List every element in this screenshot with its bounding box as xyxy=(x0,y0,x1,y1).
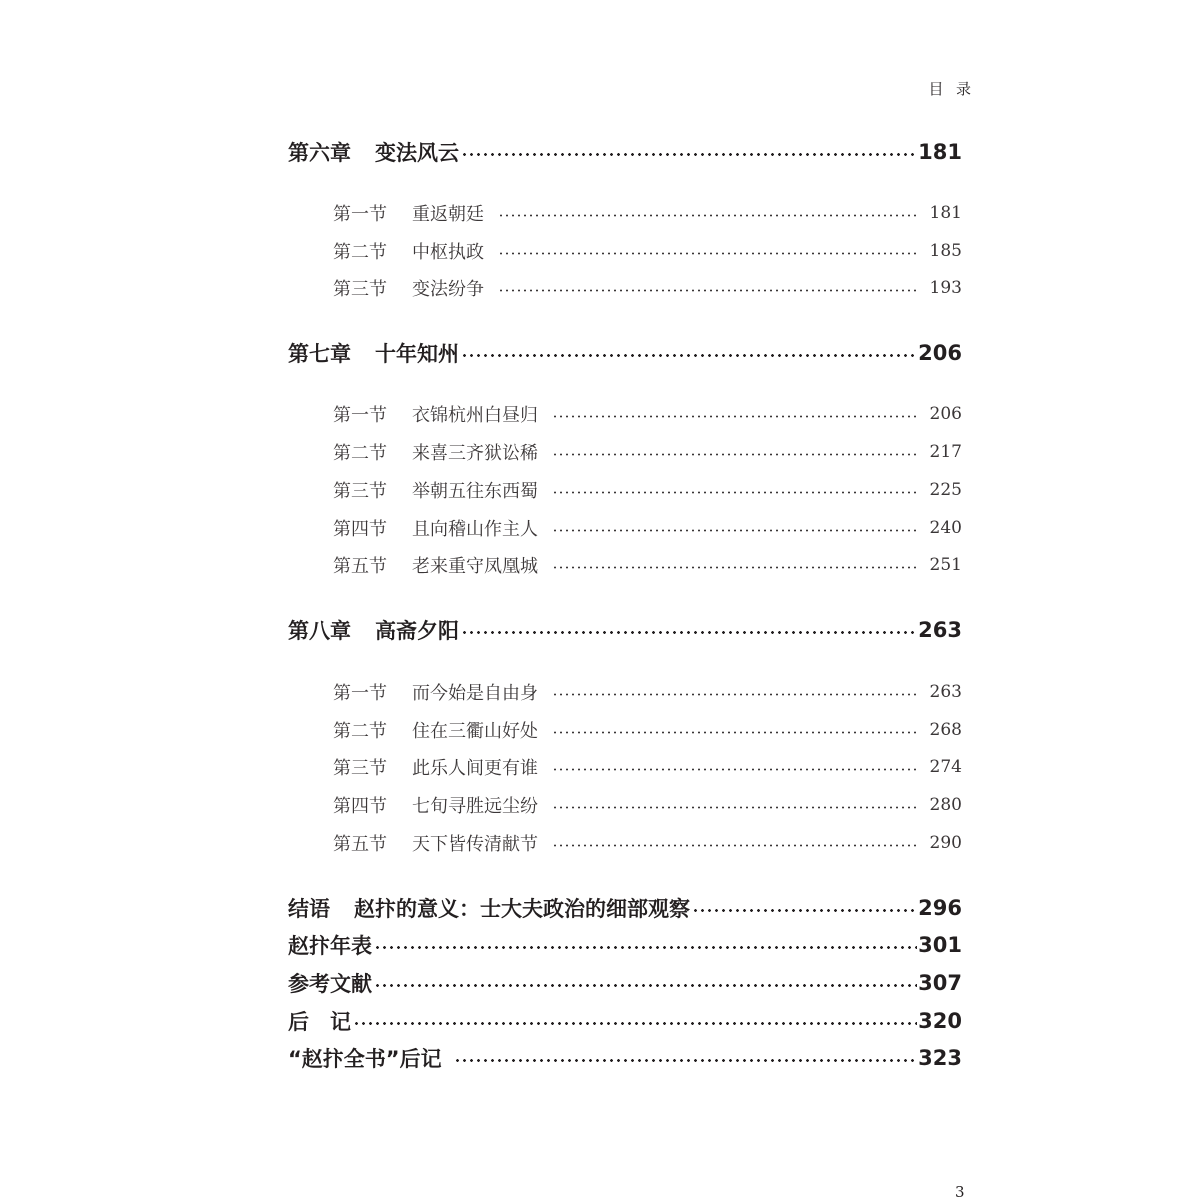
toc-section-entry[interactable] xyxy=(333,436,962,468)
section-page-number: 225 xyxy=(929,480,962,500)
end-matter-title: 参考文献 xyxy=(288,972,372,996)
section-page-number: 193 xyxy=(929,278,962,298)
dot-leader xyxy=(552,566,918,569)
section-title: 而今始是自由身 xyxy=(412,683,538,704)
chapter-page-number: 263 xyxy=(918,618,962,642)
section-title: 七旬寻胜远尘纷 xyxy=(412,796,538,817)
toc-section-entry[interactable] xyxy=(333,751,962,783)
section-number: 第五节 xyxy=(333,834,387,855)
toc-chapter-entry[interactable] xyxy=(288,337,962,369)
end-matter-page-number: 323 xyxy=(918,1046,962,1070)
dot-leader xyxy=(461,153,917,156)
section-page-number: 251 xyxy=(929,555,962,575)
toc-section-entry[interactable] xyxy=(333,197,962,229)
end-matter-title: “赵抃全书”后记 xyxy=(288,1047,442,1071)
chapter-page-number: 206 xyxy=(918,341,962,365)
section-number: 第四节 xyxy=(333,519,387,540)
conclusion-label: 结语 xyxy=(288,897,330,921)
section-number: 第二节 xyxy=(333,242,387,263)
dot-leader xyxy=(374,984,917,987)
toc-end-matter-entry[interactable] xyxy=(288,1005,962,1037)
dot-leader xyxy=(552,491,918,494)
section-number: 第五节 xyxy=(333,556,387,577)
page-number: 3 xyxy=(955,1183,965,1200)
toc-section-entry[interactable] xyxy=(333,512,962,544)
section-number: 第二节 xyxy=(333,443,387,464)
dot-leader xyxy=(552,415,918,418)
toc-section-entry[interactable] xyxy=(333,714,962,746)
section-title: 举朝五往东西蜀 xyxy=(412,481,538,502)
toc-section-entry[interactable] xyxy=(333,398,962,430)
end-matter-page-number: 320 xyxy=(918,1009,962,1033)
section-number: 第二节 xyxy=(333,721,387,742)
dot-leader xyxy=(498,252,918,255)
toc-section-entry[interactable] xyxy=(333,272,962,304)
dot-leader xyxy=(552,806,918,809)
dot-leader xyxy=(552,453,918,456)
section-title: 变法纷争 xyxy=(412,279,484,300)
conclusion-title: 赵抃的意义：士大夫政治的细部观察 xyxy=(354,897,690,921)
section-title: 老来重守凤凰城 xyxy=(412,556,538,577)
chapter-title: 高斋夕阳 xyxy=(375,619,459,643)
section-page-number: 290 xyxy=(929,833,962,853)
toc-section-entry[interactable] xyxy=(333,789,962,821)
section-title: 中枢执政 xyxy=(412,242,484,263)
end-matter-page-number: 301 xyxy=(918,933,962,957)
end-matter-title: 赵抃年表 xyxy=(288,934,372,958)
dot-leader xyxy=(461,354,917,357)
chapter-page-number: 181 xyxy=(918,140,962,164)
toc-chapter-entry[interactable] xyxy=(288,614,962,646)
section-page-number: 181 xyxy=(929,203,962,223)
dot-leader xyxy=(552,768,918,771)
dot-leader xyxy=(498,214,918,217)
toc-section-entry[interactable] xyxy=(333,549,962,581)
section-title: 天下皆传清献节 xyxy=(412,834,538,855)
toc-end-matter-entry[interactable] xyxy=(288,1042,962,1074)
section-page-number: 206 xyxy=(929,404,962,424)
dot-leader xyxy=(552,529,918,532)
chapter-title: 变法风云 xyxy=(375,141,459,165)
section-page-number: 274 xyxy=(929,757,962,777)
toc-conclusion-entry[interactable] xyxy=(288,892,962,924)
section-page-number: 217 xyxy=(929,442,962,462)
dot-leader xyxy=(454,1059,918,1062)
dot-leader xyxy=(461,631,917,634)
section-number: 第一节 xyxy=(333,204,387,225)
dot-leader xyxy=(552,731,918,734)
section-number: 第一节 xyxy=(333,405,387,426)
section-page-number: 240 xyxy=(929,518,962,538)
toc-section-entry[interactable] xyxy=(333,827,962,859)
dot-leader xyxy=(374,946,917,949)
section-page-number: 280 xyxy=(929,795,962,815)
section-title: 此乐人间更有谁 xyxy=(412,758,538,779)
section-title: 来喜三齐狱讼稀 xyxy=(412,443,538,464)
dot-leader xyxy=(692,909,917,912)
dot-leader xyxy=(552,844,918,847)
section-title: 衣锦杭州白昼归 xyxy=(412,405,538,426)
toc-section-entry[interactable] xyxy=(333,474,962,506)
dot-leader xyxy=(498,289,918,292)
chapter-number: 第六章 xyxy=(288,141,351,165)
toc-section-entry[interactable] xyxy=(333,676,962,708)
toc-end-matter-entry[interactable] xyxy=(288,967,962,999)
section-page-number: 268 xyxy=(929,720,962,740)
toc-chapter-entry[interactable] xyxy=(288,136,962,168)
chapter-number: 第七章 xyxy=(288,342,351,366)
section-number: 第四节 xyxy=(333,796,387,817)
section-number: 第三节 xyxy=(333,758,387,779)
section-number: 第三节 xyxy=(333,279,387,300)
toc-section-entry[interactable] xyxy=(333,235,962,267)
dot-leader xyxy=(552,693,918,696)
chapter-number: 第八章 xyxy=(288,619,351,643)
section-page-number: 263 xyxy=(929,682,962,702)
section-page-number: 185 xyxy=(929,241,962,261)
section-title: 且向稽山作主人 xyxy=(412,519,538,540)
end-matter-page-number: 307 xyxy=(918,971,962,995)
section-title: 重返朝廷 xyxy=(412,204,484,225)
section-number: 第一节 xyxy=(333,683,387,704)
dot-leader xyxy=(353,1022,917,1025)
section-title: 住在三衢山好处 xyxy=(412,721,538,742)
conclusion-page-number: 296 xyxy=(918,896,962,920)
running-head: 目 录 xyxy=(928,80,972,98)
section-number: 第三节 xyxy=(333,481,387,502)
chapter-title: 十年知州 xyxy=(375,342,459,366)
end-matter-title: 后 记 xyxy=(288,1010,351,1034)
toc-end-matter-entry[interactable] xyxy=(288,929,962,961)
